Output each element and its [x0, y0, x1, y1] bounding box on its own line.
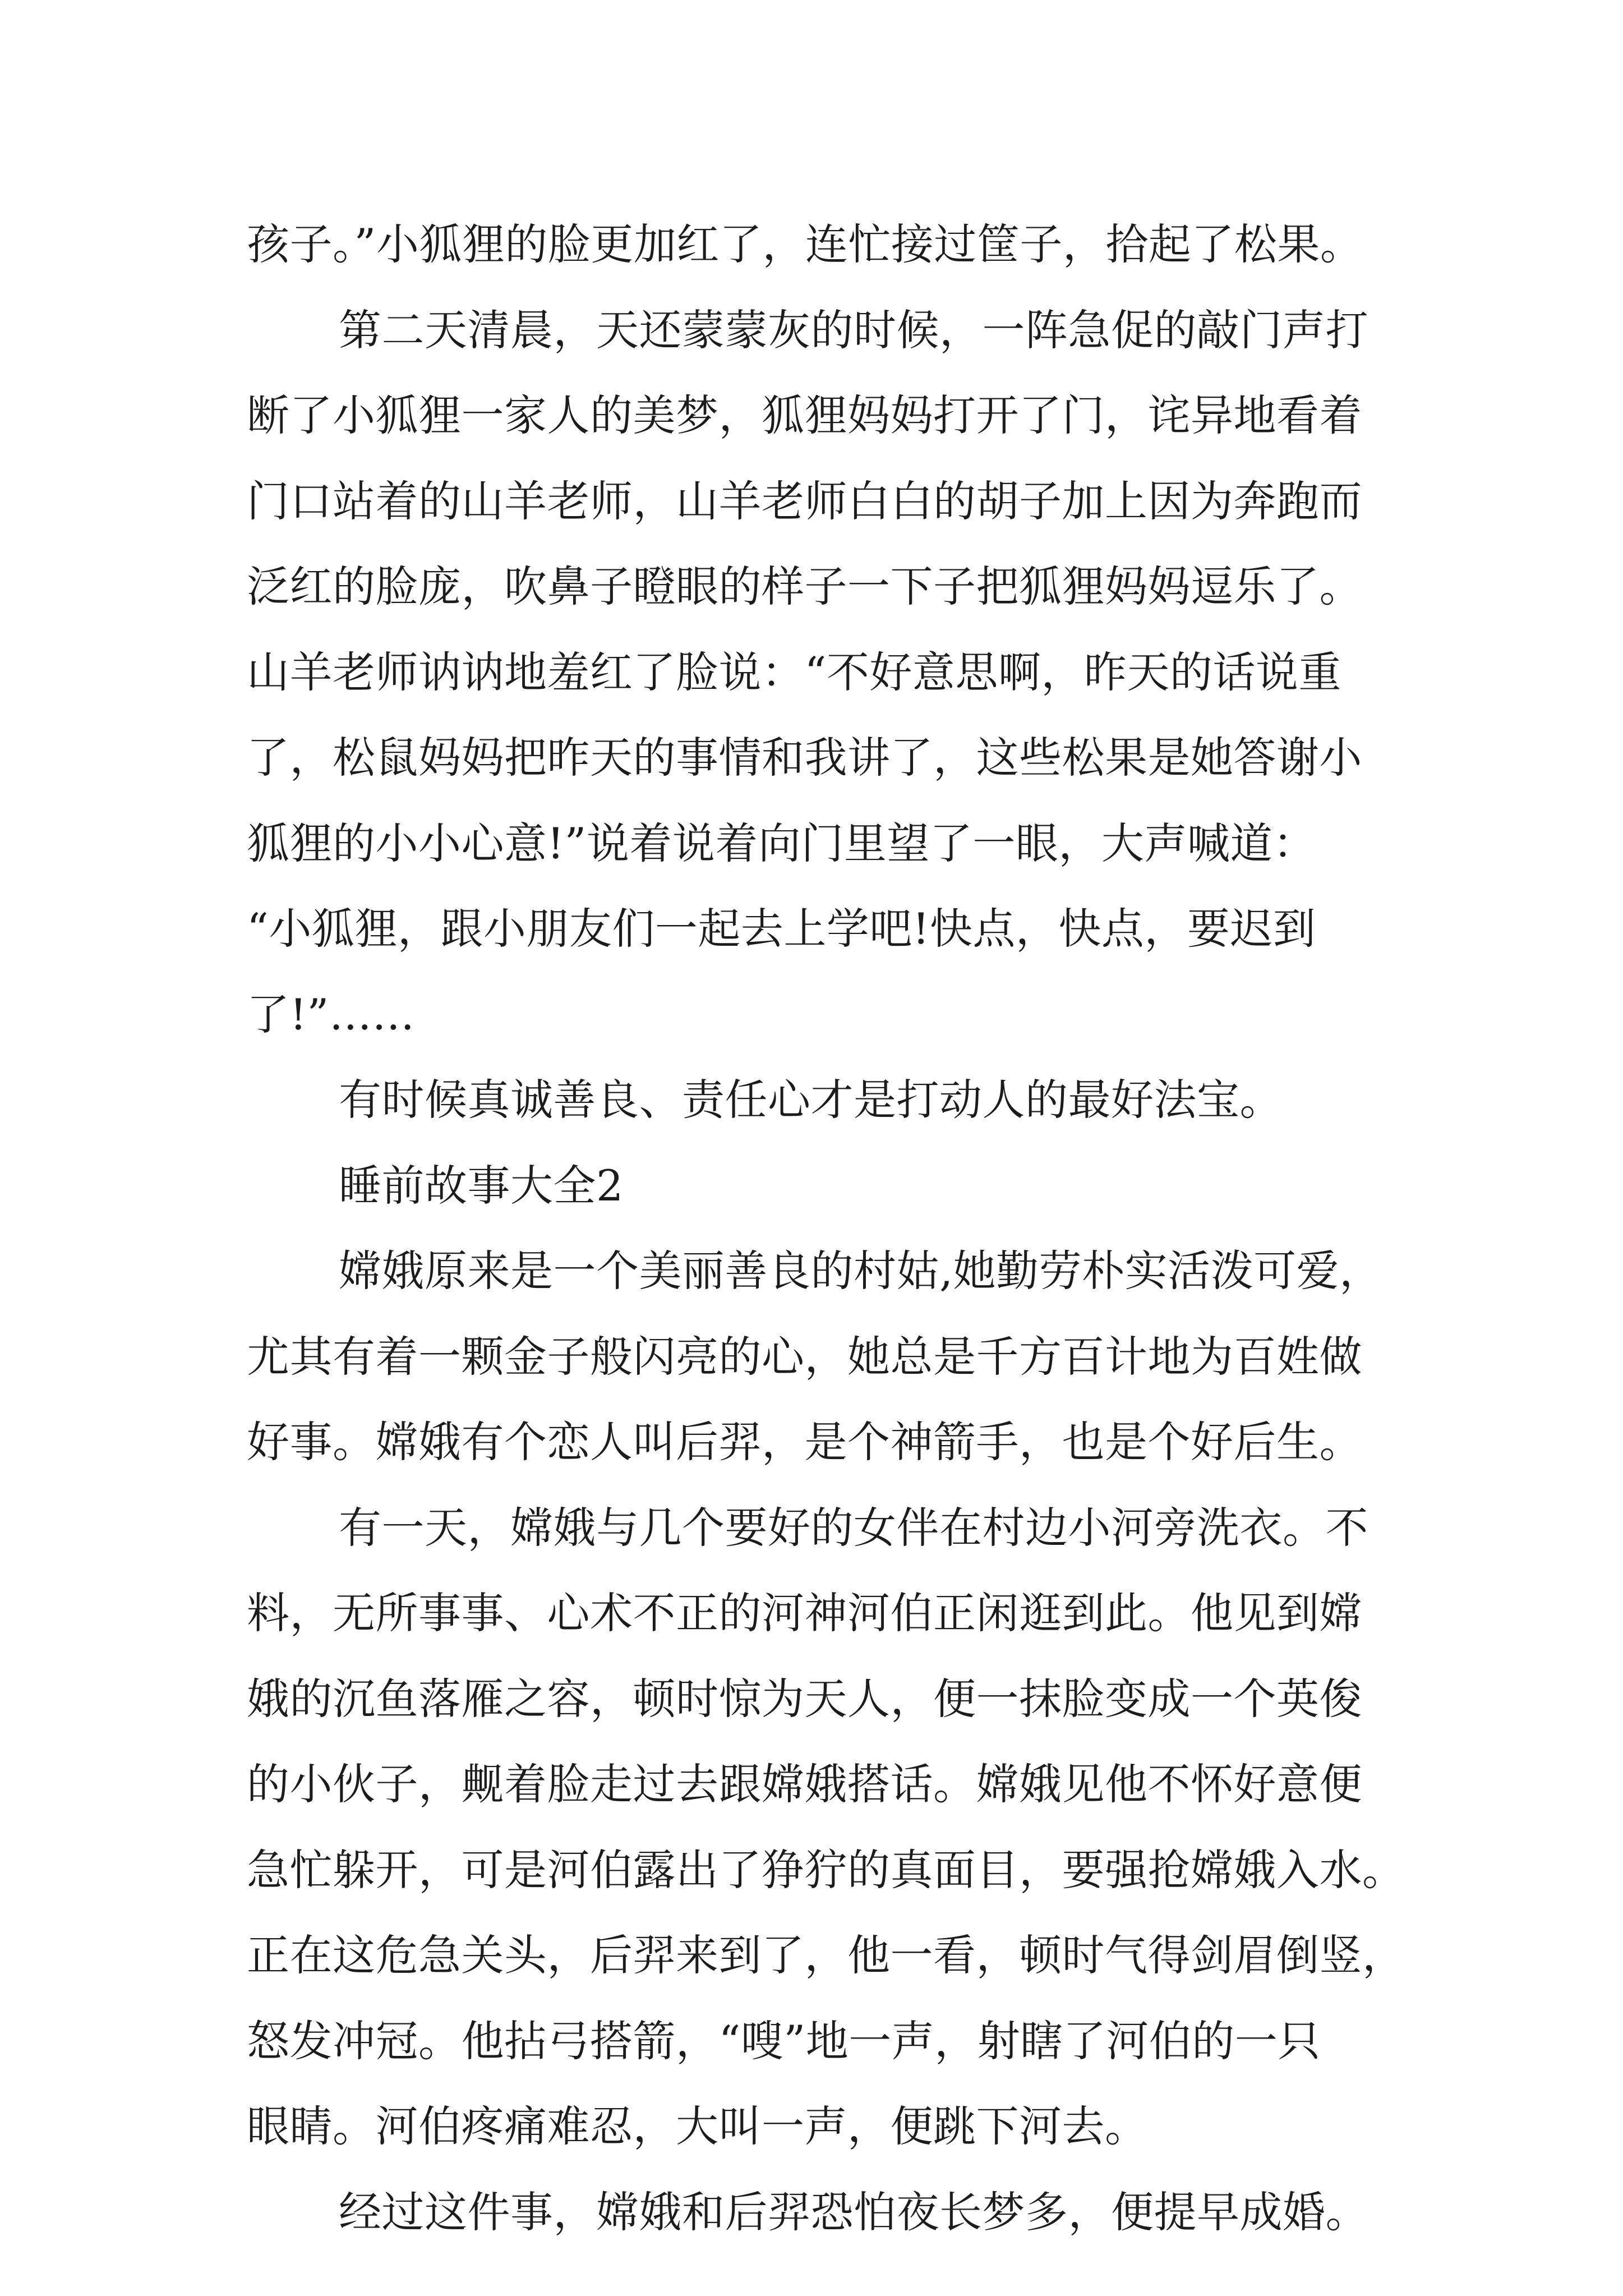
text-line: 经过这件事，嫦娥和后羿恐怕夜长梦多，便提早成婚。: [339, 2187, 1368, 2237]
text-line: 门口站着的山羊老师，山羊老师白白的胡子加上因为奔跑而: [247, 476, 1362, 526]
body-text: [247, 202, 1405, 2255]
text-line: 急忙躲开，可是河伯露出了狰狞的真面目，要强抢嫦娥入水。: [247, 1844, 1405, 1895]
text-line: 狐狸的小小心意!”说着说着向门里望了一眼，大声喊道：: [247, 818, 1316, 868]
text-line: 的小伙子，觍着脸走过去跟嫦娥搭话。嫦娥见他不怀好意便: [247, 1759, 1362, 1809]
text-line: “小狐狸，跟小朋友们一起去上学吧!快点，快点，要迟到: [247, 904, 1316, 954]
text-line: 了!”……: [247, 989, 415, 1039]
text-line: 孩子。”小狐狸的脸更加红了，连忙接过筐子，拾起了松果。: [247, 219, 1363, 269]
text-line: 第二天清晨，天还蒙蒙灰的时候，一阵急促的敲门声打: [339, 305, 1368, 355]
text-line: 断了小狐狸一家人的美梦，狐狸妈妈打开了门，诧异地看着: [247, 390, 1362, 440]
text-line: 了，松鼠妈妈把昨天的事情和我讲了，这些松果是她答谢小: [247, 733, 1362, 783]
text-line: 尤其有着一颗金子般闪亮的心，她总是千方百计地为百姓做: [247, 1331, 1362, 1382]
text-line: 有一天，嫦娥与几个要好的女伴在村边小河旁洗衣。不: [339, 1502, 1368, 1553]
text-line: 娥的沉鱼落雁之容，顿时惊为天人，便一抹脸变成一个英俊: [247, 1673, 1362, 1724]
text-line: 有时候真诚善良、责任心才是打动人的最好法宝。: [339, 1075, 1283, 1125]
text-line: 料，无所事事、心术不正的河神河伯正闲逛到此。他见到嫦: [247, 1588, 1362, 1638]
text-line: 山羊老师讷讷地羞红了脸说：“不好意思啊，昨天的话说重: [247, 647, 1341, 697]
text-line: 好事。嫦娥有个恋人叫后羿，是个神箭手，也是个好后生。: [247, 1417, 1362, 1467]
text-line: 正在这危急关头，后羿来到了，他一看，顿时气得剑眉倒竖，: [247, 1930, 1405, 1980]
text-line: 怒发冲冠。他拈弓搭箭，“嗖”地一声，射瞎了河伯的一只: [247, 2016, 1321, 2066]
text-line: 睡前故事大全2: [339, 1160, 624, 1211]
text-line: 泛红的脸庞，吹鼻子瞪眼的样子一下子把狐狸妈妈逗乐了。: [247, 562, 1362, 611]
text-line: 嫦娥原来是一个美丽善良的村姑,她勤劳朴实活泼可爱，: [339, 1246, 1382, 1296]
text-line: 眼睛。河伯疼痛难忍，大叫一声，便跳下河去。: [247, 2101, 1148, 2151]
